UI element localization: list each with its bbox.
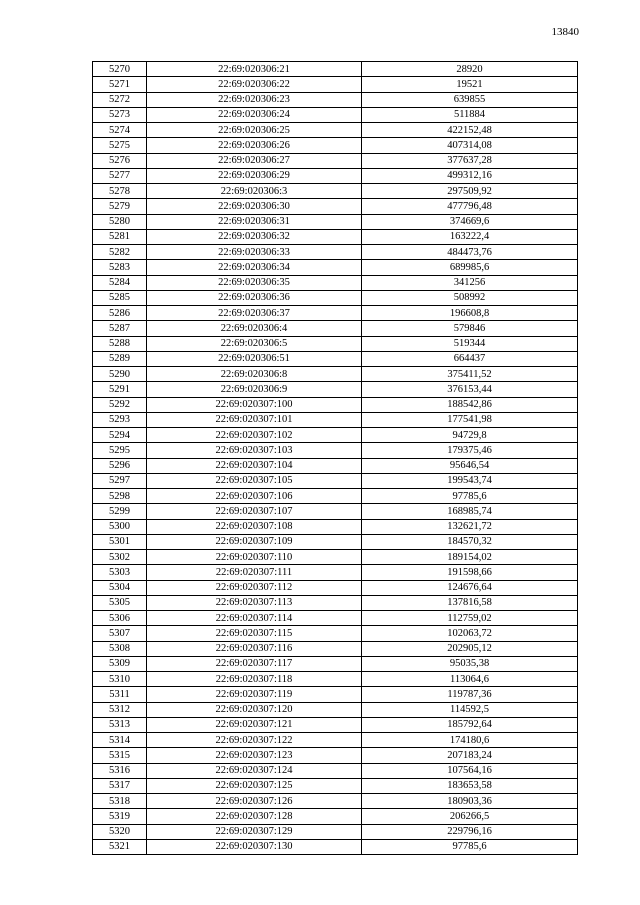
value-cell: 229796,16 bbox=[362, 824, 578, 839]
row-number-cell: 5300 bbox=[93, 519, 147, 534]
row-number-cell: 5274 bbox=[93, 123, 147, 138]
table-row bbox=[93, 717, 578, 732]
row-number-cell: 5298 bbox=[93, 489, 147, 504]
cadastral-number-cell: 22:69:020307:109 bbox=[147, 534, 362, 549]
cadastral-number-cell: 22:69:020307:128 bbox=[147, 809, 362, 824]
value-cell: 168985,74 bbox=[362, 504, 578, 519]
table-row bbox=[93, 351, 578, 366]
table-row bbox=[93, 443, 578, 458]
row-number-cell: 5312 bbox=[93, 702, 147, 717]
cadastral-number-cell: 22:69:020306:33 bbox=[147, 245, 362, 260]
cadastral-number-cell: 22:69:020307:130 bbox=[147, 839, 362, 854]
row-number-cell: 5281 bbox=[93, 229, 147, 244]
value-cell: 174180,6 bbox=[362, 733, 578, 748]
cadastral-number-cell: 22:69:020307:125 bbox=[147, 778, 362, 793]
cadastral-number-cell: 22:69:020307:119 bbox=[147, 687, 362, 702]
cadastral-number-cell: 22:69:020306:5 bbox=[147, 336, 362, 351]
cadastral-number-cell: 22:69:020306:21 bbox=[147, 62, 362, 77]
row-number-cell: 5318 bbox=[93, 794, 147, 809]
cadastral-number-cell: 22:69:020307:108 bbox=[147, 519, 362, 534]
value-cell: 422152,48 bbox=[362, 123, 578, 138]
cadastral-number-cell: 22:69:020307:102 bbox=[147, 428, 362, 443]
value-cell: 107564,16 bbox=[362, 763, 578, 778]
table-row bbox=[93, 733, 578, 748]
row-number-cell: 5305 bbox=[93, 595, 147, 610]
value-cell: 297509,92 bbox=[362, 184, 578, 199]
value-cell: 95646,54 bbox=[362, 458, 578, 473]
table-row bbox=[93, 794, 578, 809]
value-cell: 689985,6 bbox=[362, 260, 578, 275]
table-row bbox=[93, 626, 578, 641]
table-body bbox=[93, 62, 578, 855]
table-row bbox=[93, 367, 578, 382]
table-row bbox=[93, 107, 578, 122]
value-cell: 28920 bbox=[362, 62, 578, 77]
cadastral-number-cell: 22:69:020307:112 bbox=[147, 580, 362, 595]
row-number-cell: 5278 bbox=[93, 184, 147, 199]
cadastral-number-cell: 22:69:020307:122 bbox=[147, 733, 362, 748]
cadastral-number-cell: 22:69:020306:9 bbox=[147, 382, 362, 397]
value-cell: 19521 bbox=[362, 77, 578, 92]
row-number-cell: 5292 bbox=[93, 397, 147, 412]
table-row bbox=[93, 336, 578, 351]
table-row bbox=[93, 534, 578, 549]
value-cell: 207183,24 bbox=[362, 748, 578, 763]
table-row bbox=[93, 641, 578, 656]
cadastral-number-cell: 22:69:020306:24 bbox=[147, 107, 362, 122]
row-number-cell: 5308 bbox=[93, 641, 147, 656]
row-number-cell: 5276 bbox=[93, 153, 147, 168]
value-cell: 102063,72 bbox=[362, 626, 578, 641]
value-cell: 114592,5 bbox=[362, 702, 578, 717]
table-row bbox=[93, 778, 578, 793]
table-row bbox=[93, 595, 578, 610]
table-row bbox=[93, 550, 578, 565]
cadastral-number-cell: 22:69:020307:104 bbox=[147, 458, 362, 473]
table-row bbox=[93, 763, 578, 778]
row-number-cell: 5279 bbox=[93, 199, 147, 214]
cadastral-number-cell: 22:69:020307:113 bbox=[147, 595, 362, 610]
table-row bbox=[93, 275, 578, 290]
cadastral-number-cell: 22:69:020307:110 bbox=[147, 550, 362, 565]
value-cell: 477796,48 bbox=[362, 199, 578, 214]
row-number-cell: 5296 bbox=[93, 458, 147, 473]
table-row bbox=[93, 77, 578, 92]
value-cell: 206266,5 bbox=[362, 809, 578, 824]
table-row bbox=[93, 687, 578, 702]
page-number: 13840 bbox=[551, 26, 579, 38]
table-row bbox=[93, 92, 578, 107]
row-number-cell: 5310 bbox=[93, 672, 147, 687]
table-row bbox=[93, 168, 578, 183]
value-cell: 519344 bbox=[362, 336, 578, 351]
value-cell: 377637,28 bbox=[362, 153, 578, 168]
table-row bbox=[93, 397, 578, 412]
row-number-cell: 5290 bbox=[93, 367, 147, 382]
value-cell: 180903,36 bbox=[362, 794, 578, 809]
value-cell: 341256 bbox=[362, 275, 578, 290]
value-cell: 137816,58 bbox=[362, 595, 578, 610]
value-cell: 177541,98 bbox=[362, 412, 578, 427]
value-cell: 196608,8 bbox=[362, 306, 578, 321]
row-number-cell: 5294 bbox=[93, 428, 147, 443]
cadastral-number-cell: 22:69:020307:105 bbox=[147, 473, 362, 488]
cadastral-number-cell: 22:69:020306:32 bbox=[147, 229, 362, 244]
row-number-cell: 5273 bbox=[93, 107, 147, 122]
cadastral-number-cell: 22:69:020306:37 bbox=[147, 306, 362, 321]
row-number-cell: 5287 bbox=[93, 321, 147, 336]
table-row bbox=[93, 153, 578, 168]
value-cell: 183653,58 bbox=[362, 778, 578, 793]
value-cell: 119787,36 bbox=[362, 687, 578, 702]
table-row bbox=[93, 290, 578, 305]
table-row bbox=[93, 214, 578, 229]
value-cell: 376153,44 bbox=[362, 382, 578, 397]
row-number-cell: 5271 bbox=[93, 77, 147, 92]
value-cell: 664437 bbox=[362, 351, 578, 366]
cadastral-number-cell: 22:69:020307:100 bbox=[147, 397, 362, 412]
value-cell: 185792,64 bbox=[362, 717, 578, 732]
value-cell: 202905,12 bbox=[362, 641, 578, 656]
table-row bbox=[93, 672, 578, 687]
row-number-cell: 5321 bbox=[93, 839, 147, 854]
row-number-cell: 5283 bbox=[93, 260, 147, 275]
row-number-cell: 5291 bbox=[93, 382, 147, 397]
row-number-cell: 5284 bbox=[93, 275, 147, 290]
cadastral-number-cell: 22:69:020306:51 bbox=[147, 351, 362, 366]
table-row bbox=[93, 824, 578, 839]
data-table bbox=[92, 61, 578, 855]
row-number-cell: 5282 bbox=[93, 245, 147, 260]
cadastral-number-cell: 22:69:020306:27 bbox=[147, 153, 362, 168]
value-cell: 508992 bbox=[362, 290, 578, 305]
value-cell: 179375,46 bbox=[362, 443, 578, 458]
cadastral-number-cell: 22:69:020307:115 bbox=[147, 626, 362, 641]
cadastral-number-cell: 22:69:020307:114 bbox=[147, 611, 362, 626]
table-row bbox=[93, 519, 578, 534]
value-cell: 132621,72 bbox=[362, 519, 578, 534]
value-cell: 184570,32 bbox=[362, 534, 578, 549]
row-number-cell: 5309 bbox=[93, 656, 147, 671]
value-cell: 163222,4 bbox=[362, 229, 578, 244]
table-row bbox=[93, 62, 578, 77]
value-cell: 113064,6 bbox=[362, 672, 578, 687]
row-number-cell: 5277 bbox=[93, 168, 147, 183]
table-row bbox=[93, 702, 578, 717]
row-number-cell: 5293 bbox=[93, 412, 147, 427]
value-cell: 189154,02 bbox=[362, 550, 578, 565]
value-cell: 188542,86 bbox=[362, 397, 578, 412]
table-row bbox=[93, 412, 578, 427]
value-cell: 97785,6 bbox=[362, 839, 578, 854]
cadastral-number-cell: 22:69:020306:22 bbox=[147, 77, 362, 92]
cadastral-number-cell: 22:69:020306:4 bbox=[147, 321, 362, 336]
value-cell: 511884 bbox=[362, 107, 578, 122]
value-cell: 199543,74 bbox=[362, 473, 578, 488]
table-row bbox=[93, 260, 578, 275]
row-number-cell: 5313 bbox=[93, 717, 147, 732]
value-cell: 407314,08 bbox=[362, 138, 578, 153]
cadastral-number-cell: 22:69:020306:3 bbox=[147, 184, 362, 199]
row-number-cell: 5317 bbox=[93, 778, 147, 793]
table-row bbox=[93, 611, 578, 626]
cadastral-number-cell: 22:69:020306:36 bbox=[147, 290, 362, 305]
cadastral-number-cell: 22:69:020307:117 bbox=[147, 656, 362, 671]
table-row bbox=[93, 748, 578, 763]
table-row bbox=[93, 458, 578, 473]
value-cell: 191598,66 bbox=[362, 565, 578, 580]
row-number-cell: 5286 bbox=[93, 306, 147, 321]
cadastral-number-cell: 22:69:020307:103 bbox=[147, 443, 362, 458]
row-number-cell: 5319 bbox=[93, 809, 147, 824]
value-cell: 94729,8 bbox=[362, 428, 578, 443]
row-number-cell: 5295 bbox=[93, 443, 147, 458]
value-cell: 124676,64 bbox=[362, 580, 578, 595]
row-number-cell: 5320 bbox=[93, 824, 147, 839]
cadastral-number-cell: 22:69:020307:111 bbox=[147, 565, 362, 580]
value-cell: 112759,02 bbox=[362, 611, 578, 626]
table-row bbox=[93, 199, 578, 214]
table-row bbox=[93, 580, 578, 595]
cadastral-number-cell: 22:69:020306:25 bbox=[147, 123, 362, 138]
row-number-cell: 5311 bbox=[93, 687, 147, 702]
row-number-cell: 5301 bbox=[93, 534, 147, 549]
table-row bbox=[93, 565, 578, 580]
cadastral-number-cell: 22:69:020307:116 bbox=[147, 641, 362, 656]
row-number-cell: 5316 bbox=[93, 763, 147, 778]
row-number-cell: 5289 bbox=[93, 351, 147, 366]
table-row bbox=[93, 428, 578, 443]
row-number-cell: 5314 bbox=[93, 733, 147, 748]
table-row bbox=[93, 473, 578, 488]
cadastral-number-cell: 22:69:020307:106 bbox=[147, 489, 362, 504]
row-number-cell: 5315 bbox=[93, 748, 147, 763]
row-number-cell: 5304 bbox=[93, 580, 147, 595]
table-row bbox=[93, 504, 578, 519]
cadastral-number-cell: 22:69:020306:8 bbox=[147, 367, 362, 382]
row-number-cell: 5288 bbox=[93, 336, 147, 351]
cadastral-number-cell: 22:69:020307:120 bbox=[147, 702, 362, 717]
table-row bbox=[93, 382, 578, 397]
table-row bbox=[93, 245, 578, 260]
cadastral-number-cell: 22:69:020307:101 bbox=[147, 412, 362, 427]
value-cell: 499312,16 bbox=[362, 168, 578, 183]
cadastral-number-cell: 22:69:020306:30 bbox=[147, 199, 362, 214]
row-number-cell: 5285 bbox=[93, 290, 147, 305]
row-number-cell: 5306 bbox=[93, 611, 147, 626]
table-row bbox=[93, 809, 578, 824]
cadastral-number-cell: 22:69:020306:29 bbox=[147, 168, 362, 183]
cadastral-number-cell: 22:69:020307:121 bbox=[147, 717, 362, 732]
row-number-cell: 5272 bbox=[93, 92, 147, 107]
row-number-cell: 5280 bbox=[93, 214, 147, 229]
row-number-cell: 5299 bbox=[93, 504, 147, 519]
cadastral-number-cell: 22:69:020307:107 bbox=[147, 504, 362, 519]
row-number-cell: 5270 bbox=[93, 62, 147, 77]
value-cell: 374669,6 bbox=[362, 214, 578, 229]
value-cell: 579846 bbox=[362, 321, 578, 336]
value-cell: 95035,38 bbox=[362, 656, 578, 671]
row-number-cell: 5297 bbox=[93, 473, 147, 488]
value-cell: 639855 bbox=[362, 92, 578, 107]
value-cell: 484473,76 bbox=[362, 245, 578, 260]
row-number-cell: 5302 bbox=[93, 550, 147, 565]
table-row bbox=[93, 839, 578, 854]
value-cell: 97785,6 bbox=[362, 489, 578, 504]
table-row bbox=[93, 656, 578, 671]
table-row bbox=[93, 123, 578, 138]
table-row bbox=[93, 321, 578, 336]
cadastral-number-cell: 22:69:020307:129 bbox=[147, 824, 362, 839]
cadastral-number-cell: 22:69:020306:34 bbox=[147, 260, 362, 275]
cadastral-number-cell: 22:69:020307:123 bbox=[147, 748, 362, 763]
row-number-cell: 5307 bbox=[93, 626, 147, 641]
value-cell: 375411,52 bbox=[362, 367, 578, 382]
row-number-cell: 5303 bbox=[93, 565, 147, 580]
cadastral-number-cell: 22:69:020307:124 bbox=[147, 763, 362, 778]
table-row bbox=[93, 184, 578, 199]
cadastral-number-cell: 22:69:020307:126 bbox=[147, 794, 362, 809]
table-row bbox=[93, 306, 578, 321]
cadastral-number-cell: 22:69:020306:26 bbox=[147, 138, 362, 153]
cadastral-number-cell: 22:69:020306:23 bbox=[147, 92, 362, 107]
cadastral-number-cell: 22:69:020306:35 bbox=[147, 275, 362, 290]
table-row bbox=[93, 229, 578, 244]
table-row bbox=[93, 138, 578, 153]
table-row bbox=[93, 489, 578, 504]
cadastral-number-cell: 22:69:020307:118 bbox=[147, 672, 362, 687]
cadastral-number-cell: 22:69:020306:31 bbox=[147, 214, 362, 229]
row-number-cell: 5275 bbox=[93, 138, 147, 153]
